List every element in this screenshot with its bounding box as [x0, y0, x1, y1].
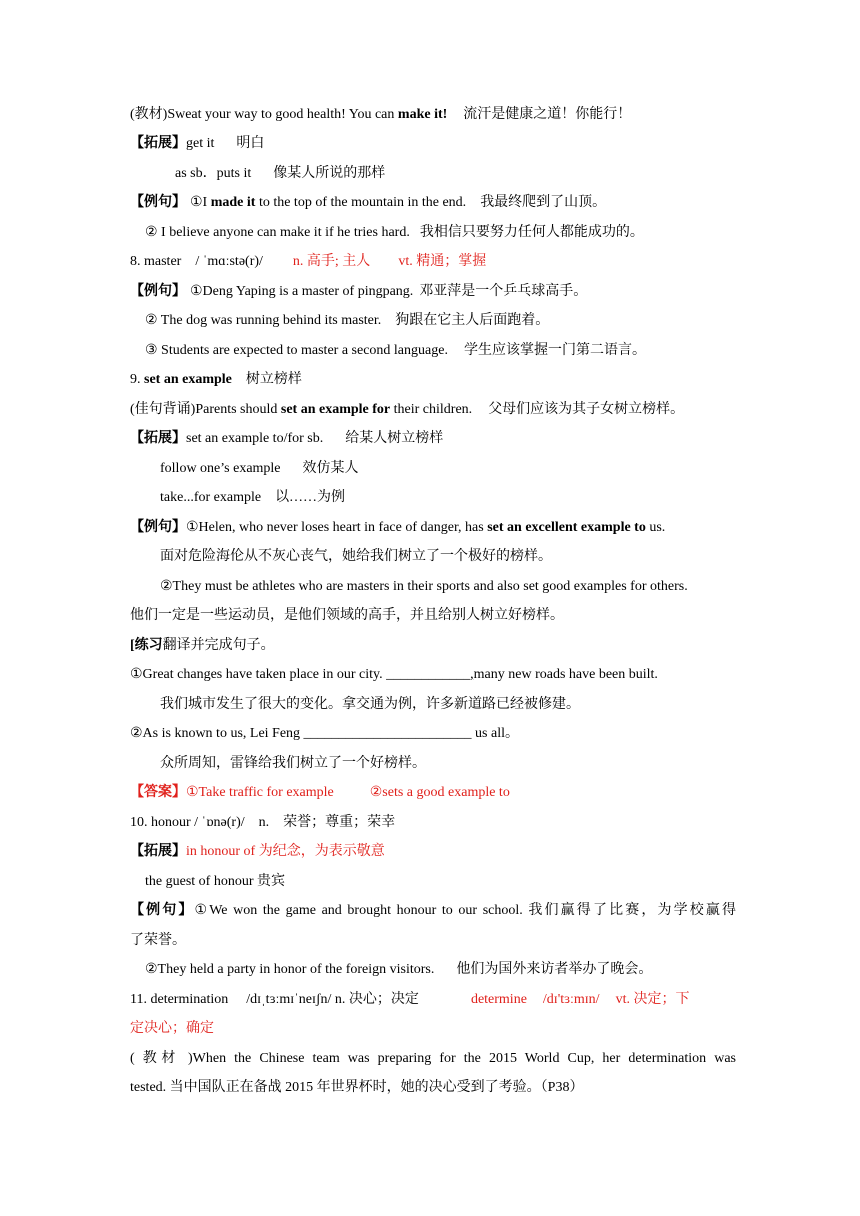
extension-guest-of-honour: the guest of honour 贵宾 [145, 874, 285, 889]
extension-as-sb-puts-it: as sb．puts it 像某人所说的那样 [175, 166, 386, 181]
exercise-2-translation: 众所周知，雷锋给我们树立了一个好榜样。 [160, 756, 426, 771]
example-honour-1: 【例句】①We won the game and brought honour to our school. 我们赢得了比赛，为学校赢得 [130, 903, 736, 918]
example-master-1: 【例句】 ①Deng Yaping is a master of pingpang. 邓亚萍是一个乒乓球高手。 [130, 284, 588, 299]
example-master-3: ③ Students are expected to master a second language. 学生应该掌握一门第二语言。 [145, 343, 646, 358]
textbook-sentence-make-it: (教材)Sweat your way to good health! You can make it! 流汗是健康之道！你能行！ [130, 107, 632, 122]
vocab-determination: 11. determination /dɪˌtɜːmɪˈneɪʃn/ n. 决心；决定 determine /dɪ'tɜːmɪn/ vt. 决定；下 [130, 992, 690, 1007]
extension-in-honour-of: 【拓展】in honour of 为纪念，为表示敬意 [130, 844, 385, 859]
vocab-set-an-example: 9. set an example 树立榜样 [130, 372, 302, 387]
textbook-sentence-determination-cont: tested. 当中国队正在备战 2015 年世界杯时，她的决心受到了考验。（P38） [130, 1080, 584, 1095]
recite-sentence-set-example: (佳句背诵)Parents should set an example for their children. 父母们应该为其子女树立榜样。 [130, 402, 685, 417]
exercise-answers: 【答案】①Take traffic for example ②sets a good example to [130, 785, 510, 800]
extension-take-for-example: take...for example 以……为例 [160, 490, 346, 505]
vocab-determine-cont: 定决心；确定 [130, 1021, 214, 1036]
example-athletes-translation: 他们一定是一些运动员，是他们领域的高手，并且给别人树立好榜样。 [130, 608, 564, 623]
example-helen: 【例句】①Helen, who never loses heart in face of danger, has set an excellent example to us. [130, 520, 666, 535]
extension-follow-example: follow one’s example 效仿某人 [160, 461, 359, 476]
extension-get-it: 【拓展】get it 明白 [130, 136, 265, 151]
example-honour-2: ②They held a party in honor of the foreign visitors. 他们为国外来访者举办了晚会。 [145, 962, 653, 977]
vocab-master: 8. master / ˈmɑːstə(r)/ n. 高手; 主人 vt. 精通；掌握 [130, 254, 487, 269]
exercise-1-translation: 我们城市发生了很大的变化。拿交通为例，许多新道路已经被修建。 [160, 697, 580, 712]
example-athletes: ②They must be athletes who are masters in their sports and also set good examples for others. [160, 579, 688, 594]
textbook-sentence-determination: ( 教材 )When the Chinese team was preparing for the 2015 World Cup, her determination was [130, 1051, 736, 1066]
exercise-2: ②As is known to us, Lei Feng ________________________ us all。 [130, 726, 519, 741]
example-made-it: 【例句】 ①I made it to the top of the mountain in the end. 我最终爬到了山顶。 [130, 195, 607, 210]
example-master-2: ② The dog was running behind its master. 狗跟在它主人后面跑着。 [145, 313, 550, 328]
example-honour-1-cont: 了荣誉。 [130, 933, 186, 948]
exercise-1: ①Great changes have taken place in our city. ____________,many new roads have been built. [130, 667, 658, 682]
extension-set-example-to: 【拓展】set an example to/for sb. 给某人树立榜样 [130, 431, 444, 446]
vocab-honour: 10. honour / ˈɒnə(r)/ n. 荣誉；尊重；荣幸 [130, 815, 396, 830]
example-make-it: ② I believe anyone can make it if he tries hard. 我相信只要努力任何人都能成功的。 [145, 225, 644, 240]
example-helen-translation: 面对危险海伦从不灰心丧气，她给我们树立了一个极好的榜样。 [160, 549, 552, 564]
exercise-heading: [练习翻译并完成句子。 [130, 638, 275, 653]
